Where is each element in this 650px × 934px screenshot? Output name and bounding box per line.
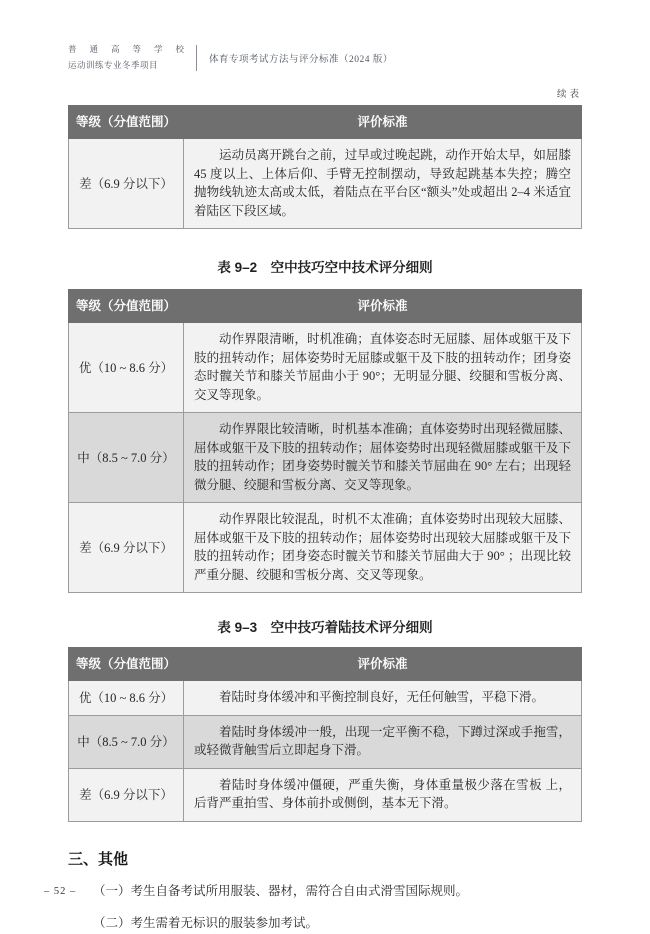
grade-cell: 中（8.5 ~ 7.0 分） bbox=[69, 715, 184, 768]
running-head-left bbox=[68, 42, 184, 73]
table-row bbox=[69, 503, 582, 593]
grade-cell: 中（8.5 ~ 7.0 分） bbox=[69, 413, 184, 503]
column-header-grade: 等级（分值范围） bbox=[69, 106, 184, 139]
table-row bbox=[69, 681, 582, 716]
table-row bbox=[69, 323, 582, 413]
grade-cell: 差（6.9 分以下） bbox=[69, 503, 184, 593]
other-item-1: （一）考生自备考试所用服装、器材，需符合自由式滑雪国际规则。 bbox=[93, 883, 469, 898]
criteria-text: 着陆时身体缓冲和平衡控制良好，无任何触雪，平稳下滑。 bbox=[219, 690, 545, 705]
column-header-grade: 等级（分值范围） bbox=[69, 648, 184, 681]
column-header-criteria: 评价标准 bbox=[184, 106, 582, 139]
table-header-row bbox=[69, 290, 582, 323]
criteria-cell bbox=[184, 768, 582, 821]
criteria-cell bbox=[184, 681, 582, 716]
criteria-cell bbox=[184, 413, 582, 503]
continued-table-label: 续表 bbox=[556, 90, 582, 101]
school-line-2: 运动训练专业冬季项目 bbox=[68, 59, 159, 70]
book-title: 体育专项考试方法与评分标准（2024 版） bbox=[209, 54, 393, 65]
section-heading-other: 三、其他 bbox=[68, 850, 129, 868]
column-header-criteria: 评价标准 bbox=[184, 290, 582, 323]
column-header-grade: 等级（分值范围） bbox=[69, 290, 184, 323]
column-header-criteria: 评价标准 bbox=[184, 648, 582, 681]
table-9-2 bbox=[68, 289, 582, 593]
table-header-row bbox=[69, 106, 582, 139]
grade-cell: 优（10 ~ 8.6 分） bbox=[69, 323, 184, 413]
table-header-row bbox=[69, 648, 582, 681]
table-9-3 bbox=[68, 647, 582, 822]
criteria-text: 着陆时身体缓冲僵硬，严重失衡，身体重量极少落在雪板 上，后背严重拍雪、身体前扑或侧倒，基本无下滑。 bbox=[194, 777, 571, 811]
criteria-text: 着陆时身体缓冲一般，出现一定平衡不稳，下蹲过深或手拖雪，或轻微背触雪后立即起身下滑。 bbox=[194, 724, 571, 758]
criteria-cell bbox=[184, 503, 582, 593]
table-row bbox=[69, 715, 582, 768]
table-row bbox=[69, 413, 582, 503]
criteria-text: 动作界限比较混乱，时机不太准确；直体姿势时出现较大屈膝、屈体或躯干及下肢的扭转动作；屈体姿势时出现较大屈膝或躯干及下肢的扭转动作；团身姿态时髋关节和膝关节屈曲大于 90° ；出现比较严重分腿、绞腿和雪板分离、交叉等现象。 bbox=[194, 512, 571, 582]
page-number: – 52 – bbox=[44, 886, 77, 897]
table-continued bbox=[68, 105, 582, 229]
criteria-text: 动作界限清晰，时机准确；直体姿态时无屈膝、屈体或躯干及下肢的扭转动作；屈体姿势时无屈膝或躯干及下肢的扭转动作；团身姿态时髋关节和膝关节屈曲小于 90°；无明显分腿、绞腿和雪板分离、交叉等现象。 bbox=[194, 332, 571, 402]
table-row bbox=[69, 768, 582, 821]
school-line-1: 普通高等学校 bbox=[68, 44, 184, 54]
grade-cell: 差（6.9 分以下） bbox=[69, 139, 184, 229]
criteria-text: 动作界限比较清晰，时机基本准确；直体姿势时出现轻微屈膝、屈体或躯干及下肢的扭转动作；屈体姿势时出现轻微屈膝或躯干及下肢的扭转动作；团身姿势时髋关节和膝关节屈曲在 90° 左右；出现轻微分腿、绞腿和雪板分离、交叉等现象。 bbox=[194, 422, 571, 492]
table-9-2-caption: 表 9–2 空中技巧空中技术评分细则 bbox=[217, 260, 433, 276]
grade-cell: 优（10 ~ 8.6 分） bbox=[69, 681, 184, 716]
criteria-cell bbox=[184, 139, 582, 229]
criteria-text: 运动员离开跳台之前，过早或过晚起跳，动作开始太早，如屈膝 45 度以上、上体后仰、手臂无控制摆动，导致起跳基本失控；腾空抛物线轨迹太高或太低，着陆点在平台区“额头”处或超出 2–4 米适宜着陆区下段区域。 bbox=[194, 148, 571, 218]
grade-cell: 差（6.9 分以下） bbox=[69, 768, 184, 821]
table-9-3-caption: 表 9–3 空中技巧着陆技术评分细则 bbox=[217, 620, 433, 636]
criteria-cell bbox=[184, 715, 582, 768]
other-item-2: （二）考生需着无标识的服装参加考试。 bbox=[93, 916, 319, 931]
header-divider bbox=[196, 45, 197, 71]
criteria-cell bbox=[184, 323, 582, 413]
table-row bbox=[69, 139, 582, 229]
running-head bbox=[68, 42, 582, 73]
